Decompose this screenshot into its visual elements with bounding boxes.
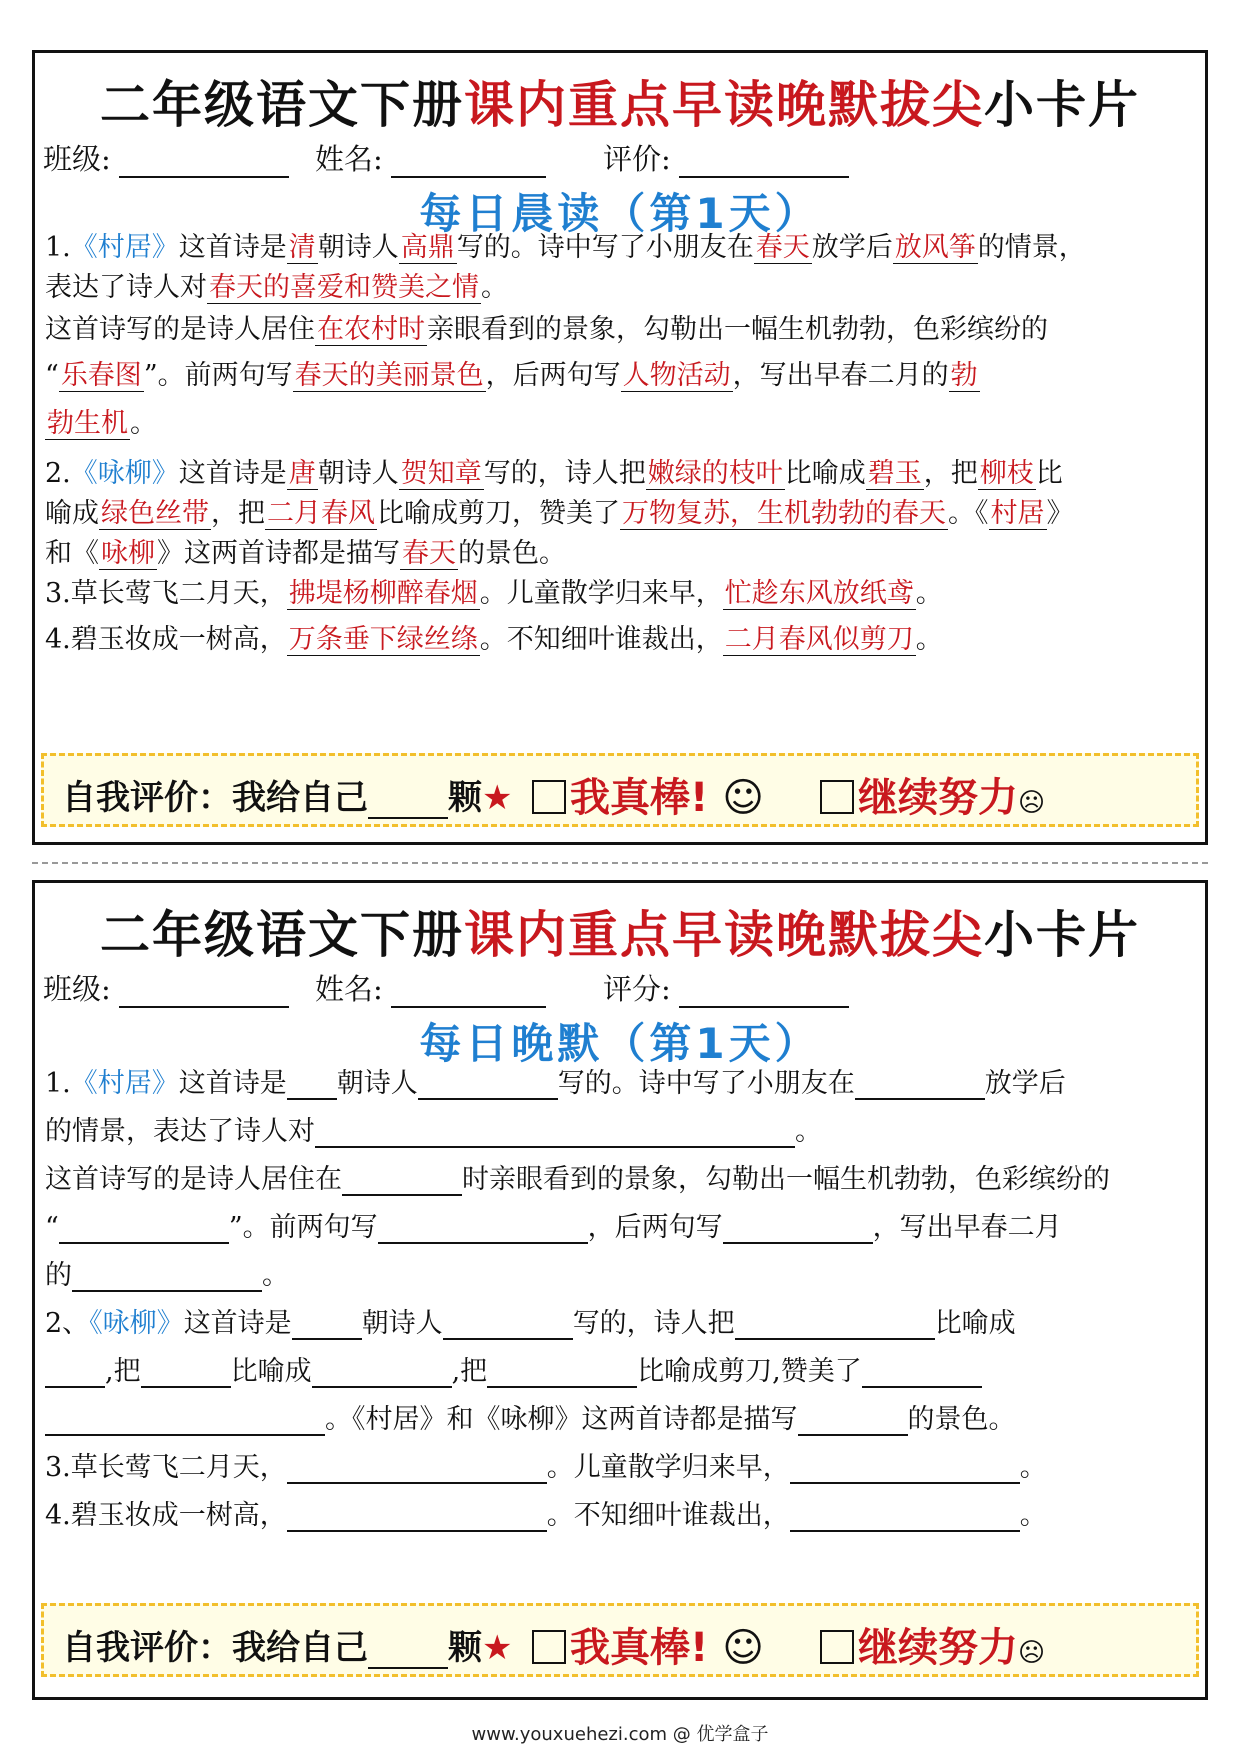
sad-icon: ☹: [1018, 1638, 1046, 1668]
answer: 清: [288, 232, 316, 263]
t: 》这两首诗都是描写: [157, 538, 400, 569]
t: 比喻成: [934, 1308, 1016, 1339]
great-option[interactable]: [532, 1616, 764, 1673]
text-line: [45, 1349, 1195, 1388]
answer: 春天: [755, 232, 810, 263]
self-eval-label: [62, 770, 512, 819]
t: 。: [1019, 1452, 1047, 1483]
t: 朝诗人: [317, 232, 399, 263]
text-line: [45, 1109, 1195, 1148]
t: 亲眼看到的景象，勾勒出一幅生机勃勃，色彩缤纷的: [427, 314, 1048, 345]
score-label: 评价:: [603, 142, 671, 176]
t: 放学后: [811, 232, 893, 263]
t: 。《: [948, 498, 989, 529]
class-label: 班级:: [43, 142, 111, 176]
smile-icon: ☺: [722, 1625, 764, 1671]
keep-trying-option[interactable]: [820, 1616, 1045, 1673]
t: ，写出早春二月的: [732, 360, 949, 391]
fill-blank[interactable]: [487, 1358, 637, 1388]
t: 。儿童散学归来早，: [479, 578, 723, 609]
t: 写的，诗人把: [483, 458, 646, 489]
fill-blank[interactable]: [59, 1214, 229, 1244]
self-evaluation-bar: [41, 1603, 1199, 1677]
text-line: [45, 1445, 1195, 1484]
answer: 拂堤杨柳醉春烟: [288, 578, 478, 609]
title-part: 二年级语文下册: [100, 76, 464, 134]
fill-blank[interactable]: [45, 1406, 325, 1436]
t: 。: [1019, 1500, 1047, 1531]
t: 的情景，表达了诗人对: [45, 1116, 315, 1147]
fill-blank[interactable]: [790, 1454, 1020, 1484]
fill-blank[interactable]: [287, 1454, 547, 1484]
t: 。: [915, 578, 943, 609]
answer: 在农村时: [317, 314, 425, 345]
text-line: [45, 617, 1195, 656]
title-part: 小卡片: [984, 76, 1140, 134]
answer: 人物活动: [622, 360, 731, 391]
name-blank[interactable]: [391, 980, 546, 1008]
text-line: [45, 353, 1195, 392]
text-line: [45, 401, 1195, 440]
answer: 勃: [950, 360, 978, 391]
text-line: [45, 531, 1195, 570]
t: 喻成: [45, 498, 99, 529]
sad-icon: ☹: [1018, 788, 1046, 818]
answer: 柳枝: [979, 458, 1034, 489]
poem-title: 《咏柳》: [70, 458, 179, 489]
answer: 忙趁东风放纸鸢: [724, 578, 914, 609]
text-line: [45, 571, 1195, 610]
t: ”。前两句写: [228, 1212, 378, 1243]
card-subtitle: 每日晚默（第1天）: [419, 1019, 821, 1068]
evening-dictation-card: [32, 880, 1208, 1700]
t: 比: [1035, 458, 1063, 489]
t: 的景色。: [458, 538, 566, 569]
name-field: [315, 967, 546, 1008]
answer: 绿色丝带: [101, 498, 209, 529]
answer: 咏柳: [101, 538, 155, 569]
fill-blank[interactable]: [315, 1118, 795, 1148]
t: ，把: [923, 458, 978, 489]
morning-reading-card: [32, 50, 1208, 845]
answer: 唐: [288, 458, 316, 489]
fill-blank[interactable]: [292, 1310, 362, 1340]
score-blank[interactable]: [679, 150, 849, 178]
t: ，写出早春二月: [872, 1212, 1062, 1243]
t: ,把: [105, 1356, 141, 1387]
t: 表达了诗人对: [45, 272, 207, 303]
t: 颗: [448, 1628, 482, 1668]
poem-title: 《村居》: [70, 232, 179, 263]
cut-line: [32, 862, 1208, 864]
title-part: 二年级语文下册: [100, 906, 464, 964]
answer: 万物复苏，生机勃勃的春天: [622, 498, 946, 529]
t: 1.: [45, 232, 71, 263]
t: 放学后: [984, 1068, 1066, 1099]
t: 朝诗人: [317, 458, 399, 489]
fill-blank[interactable]: [342, 1166, 462, 1196]
fill-blank[interactable]: [312, 1358, 452, 1388]
answer: 乐春图: [60, 360, 142, 391]
fill-blank[interactable]: [723, 1214, 873, 1244]
score-blank[interactable]: [679, 980, 849, 1008]
class-field: [43, 967, 289, 1008]
answer: 春天的美丽景色: [294, 360, 484, 391]
t: 和《: [45, 538, 99, 569]
t: 4.碧玉妆成一树高，: [45, 624, 287, 655]
text-line: [45, 1157, 1195, 1196]
t: 朝诗人: [361, 1308, 443, 1339]
text-line: [45, 1397, 1195, 1436]
t: 》: [1046, 498, 1074, 529]
t: 这首诗是: [178, 458, 287, 489]
star-count-blank[interactable]: [368, 783, 448, 819]
t: 4.碧玉妆成一树高，: [45, 1500, 287, 1531]
fill-blank[interactable]: [862, 1358, 982, 1388]
self-eval-label: [62, 1620, 512, 1669]
t: 2、: [45, 1308, 90, 1339]
text-line: [45, 1301, 1195, 1340]
t: 继续努力: [858, 1625, 1018, 1671]
text-line: [45, 491, 1195, 530]
t: ，后两句写: [587, 1212, 723, 1243]
t: 这首诗是: [178, 1068, 287, 1099]
title-highlight: 课内重点早读晚默拔尖: [464, 906, 984, 964]
t: ，后两句写: [485, 360, 621, 391]
t: 写的。诗中写了小朋友在: [456, 232, 754, 263]
t: 。: [795, 1116, 822, 1147]
fill-blank[interactable]: [378, 1214, 588, 1244]
star-icon: ★: [482, 778, 513, 818]
t: 这首诗写的是诗人居住: [45, 314, 315, 345]
text-line: [45, 1061, 1195, 1100]
t: 颗: [448, 778, 482, 818]
answer: 万条垂下绿丝绦: [288, 624, 478, 655]
answer: 春天的喜爱和赞美之情: [209, 272, 479, 303]
student-info-row: [43, 963, 1197, 1006]
t: 继续努力: [858, 775, 1018, 821]
star-icon: ★: [482, 1628, 513, 1668]
name-label: 姓名:: [315, 972, 383, 1006]
score-field: [603, 137, 849, 178]
t: 。: [915, 624, 943, 655]
t: 写的，诗人把: [572, 1308, 735, 1339]
t: 。不知细叶谁裁出，: [479, 624, 723, 655]
title-highlight: 课内重点早读晚默拔尖: [464, 76, 984, 134]
t: 3.草长莺飞二月天，: [45, 578, 287, 609]
checkbox[interactable]: [820, 1630, 854, 1664]
student-info-row: [43, 133, 1197, 176]
fill-blank[interactable]: [287, 1502, 547, 1532]
card-title: [35, 65, 1205, 137]
checkbox[interactable]: [532, 780, 566, 814]
answer: 贺知章: [400, 458, 482, 489]
t: 。儿童散学归来早，: [546, 1452, 790, 1483]
answer: 碧玉: [867, 458, 922, 489]
fill-blank[interactable]: [418, 1070, 558, 1100]
fill-blank[interactable]: [287, 1070, 337, 1100]
t: 3.草长莺飞二月天，: [45, 1452, 287, 1483]
t: 我真棒!: [570, 1625, 709, 1671]
checkbox[interactable]: [532, 1630, 566, 1664]
t: 比喻成: [784, 458, 866, 489]
t: 。不知细叶谁裁出，: [546, 1500, 790, 1531]
fill-blank[interactable]: [443, 1310, 573, 1340]
answer: 嫩绿的枝叶: [647, 458, 783, 489]
t: 自我评价：我给自己: [62, 778, 368, 818]
t: 这首诗是: [178, 232, 287, 263]
text-line: [45, 307, 1195, 346]
card-title: [35, 895, 1205, 967]
class-field: [43, 137, 289, 178]
fill-blank[interactable]: [855, 1070, 985, 1100]
answer: 勃生机: [47, 408, 128, 439]
t: 。: [262, 1260, 289, 1291]
class-label: 班级:: [43, 972, 111, 1006]
poem-title: 《村居》: [70, 1068, 179, 1099]
t: 这首诗是: [183, 1308, 292, 1339]
text-line: [45, 265, 1195, 304]
score-field: [603, 967, 849, 1008]
fill-blank[interactable]: [141, 1358, 231, 1388]
smile-icon: ☺: [722, 775, 764, 821]
card-subtitle: 每日晨读（第1天）: [419, 189, 821, 238]
t: 。《村居》和《咏柳》这两首诗都是描写: [325, 1404, 798, 1435]
t: 的情景，: [977, 232, 1086, 263]
keep-trying-option[interactable]: [820, 766, 1045, 823]
fill-blank[interactable]: [72, 1262, 262, 1292]
answer: 二月春风似剪刀: [724, 624, 914, 655]
name-label: 姓名:: [315, 142, 383, 176]
fill-blank[interactable]: [790, 1502, 1020, 1532]
t: 比喻成: [230, 1356, 312, 1387]
title-part: 小卡片: [984, 906, 1140, 964]
t: “: [45, 1212, 59, 1243]
text-line: [45, 1205, 1195, 1244]
text-line: [45, 451, 1195, 490]
t: 写的。诗中写了小朋友在: [557, 1068, 855, 1099]
answer: 二月春风: [267, 498, 375, 529]
name-blank[interactable]: [391, 150, 546, 178]
fill-blank[interactable]: [798, 1406, 908, 1436]
t: 的景色。: [907, 1404, 1016, 1435]
t: ”。前两句写: [143, 360, 293, 391]
text-line: [45, 225, 1195, 264]
t: 。: [130, 408, 157, 439]
poem-title: 《咏柳》: [89, 1308, 184, 1339]
text-line: [45, 1493, 1195, 1532]
t: “: [45, 360, 59, 391]
t: 比喻成剪刀，赞美了: [377, 498, 620, 529]
name-field: [315, 137, 546, 178]
checkbox[interactable]: [820, 780, 854, 814]
class-blank[interactable]: [119, 150, 289, 178]
t: ，把: [211, 498, 265, 529]
star-count-blank[interactable]: [368, 1633, 448, 1669]
t: 自我评价：我给自己: [62, 1628, 368, 1668]
self-evaluation-bar: [41, 753, 1199, 827]
answer: 村居: [990, 498, 1045, 529]
t: 。: [481, 272, 508, 303]
t: 朝诗人: [336, 1068, 418, 1099]
t: 1.: [45, 1068, 71, 1099]
great-option[interactable]: [532, 766, 764, 823]
footer-watermark: www.youxuehezi.com @ 优学盒子: [471, 1724, 769, 1745]
t: 这首诗写的是诗人居住在: [45, 1164, 342, 1195]
score-label: 评分:: [603, 972, 671, 1006]
class-blank[interactable]: [119, 980, 289, 1008]
answer: 春天: [402, 538, 456, 569]
t: 的: [45, 1260, 72, 1291]
fill-blank[interactable]: [735, 1310, 935, 1340]
t: 我真棒!: [570, 775, 709, 821]
t: 比喻成剪刀,赞美了: [637, 1356, 862, 1387]
answer: 高鼎: [400, 232, 455, 263]
text-line: [45, 1253, 1195, 1292]
answer: 放风筝: [894, 232, 976, 263]
fill-blank[interactable]: [45, 1358, 105, 1388]
t: ,把: [451, 1356, 488, 1387]
t: 时亲眼看到的景象，勾勒出一幅生机勃勃，色彩缤纷的: [462, 1164, 1110, 1195]
t: 2.: [45, 458, 71, 489]
